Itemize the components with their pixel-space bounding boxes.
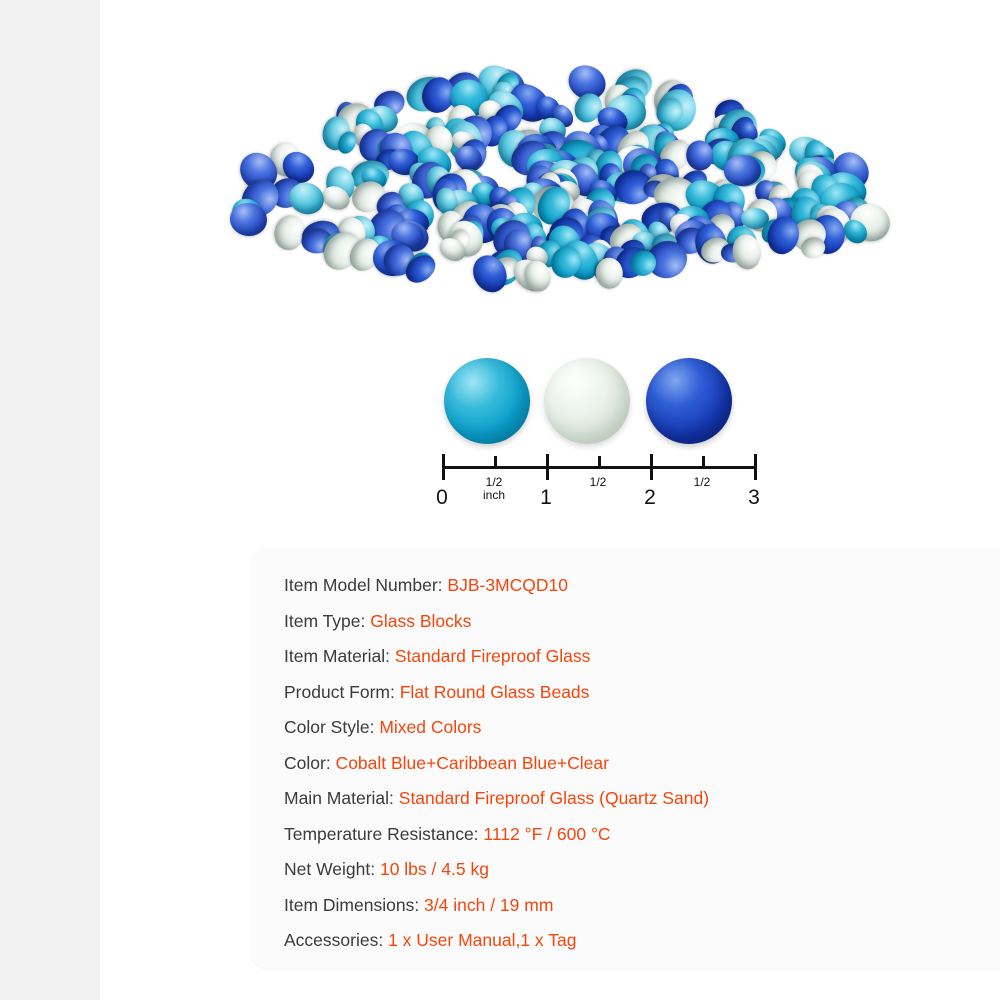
caribbean-blue-bead: [444, 358, 530, 444]
ruler-half-label: 1/2 inch: [482, 475, 506, 502]
spec-label: Item Dimensions:: [284, 894, 420, 915]
spec-value: Standard Fireproof Glass: [390, 646, 591, 666]
spec-label: Item Model Number:: [284, 575, 443, 595]
spec-row: [284, 852, 1000, 888]
spec-value: 10 lbs / 4.5 kg: [375, 859, 489, 879]
ruler-half-label: 1/2: [589, 475, 607, 489]
glass-bead: [730, 233, 763, 272]
cobalt-blue-bead: [646, 358, 732, 444]
spec-value: Glass Blocks: [365, 610, 472, 631]
spec-label: Net Weight:: [284, 859, 376, 879]
spec-value: Standard Fireproof Glass (Quartz Sand): [393, 788, 710, 808]
spec-row: [284, 746, 1000, 782]
spec-label: Main Material:: [284, 788, 394, 808]
spec-value: 1 x User Manual,1 x Tag: [383, 930, 577, 950]
ruler-tick-minor: [494, 456, 497, 469]
clear-bead: [544, 358, 630, 444]
ruler-tick-minor: [598, 456, 601, 469]
spec-row: [284, 568, 1000, 604]
spec-label: Product Form:: [284, 681, 395, 702]
glass-bead: [595, 257, 624, 290]
spec-row: [284, 639, 1000, 675]
spec-label: Accessories:: [284, 930, 384, 950]
spec-value: Flat Round Glass Beads: [394, 681, 590, 702]
spec-value: BJB-3MCQD10: [442, 575, 568, 595]
spec-row: [284, 781, 1000, 817]
ruler-tick-major: [754, 454, 757, 480]
product-detail-page: [100, 0, 1000, 1000]
spec-row: [284, 675, 1000, 711]
spec-row: [284, 923, 1000, 959]
spec-row: [284, 710, 1000, 746]
ruler-number: 0: [436, 486, 448, 509]
spec-row: [284, 604, 1000, 640]
spec-label: Item Type:: [284, 610, 366, 631]
ruler-unit-label: inch: [482, 488, 506, 502]
spec-row: [284, 888, 1000, 924]
spec-value: Cobalt Blue+Caribbean Blue+Clear: [330, 752, 609, 773]
ruler-scale: [340, 448, 770, 518]
ruler-tick-minor: [702, 456, 705, 469]
spec-label: Item Material:: [284, 646, 390, 666]
spec-label: Color Style:: [284, 717, 375, 737]
ruler-number: 2: [644, 486, 656, 509]
specifications-list: [284, 568, 1000, 959]
product-hero-image: [210, 55, 910, 300]
ruler-tick-major: [546, 454, 549, 480]
ruler-number: 1: [540, 486, 552, 509]
spec-value: 3/4 inch / 19 mm: [419, 894, 554, 915]
spec-value: 1112 °F / 600 °C: [478, 823, 611, 844]
ruler-tick-major: [442, 454, 445, 480]
spec-label: Color:: [284, 752, 331, 773]
specifications-card: [252, 548, 1000, 968]
spec-row: [284, 817, 1000, 853]
ruler-tick-major: [650, 454, 653, 480]
spec-value: Mixed Colors: [374, 717, 482, 737]
ruler-number: 3: [748, 486, 760, 509]
ruler-half-label: 1/2: [693, 475, 711, 489]
color-swatch-row: [340, 358, 760, 448]
spec-label: Temperature Resistance:: [284, 823, 479, 844]
